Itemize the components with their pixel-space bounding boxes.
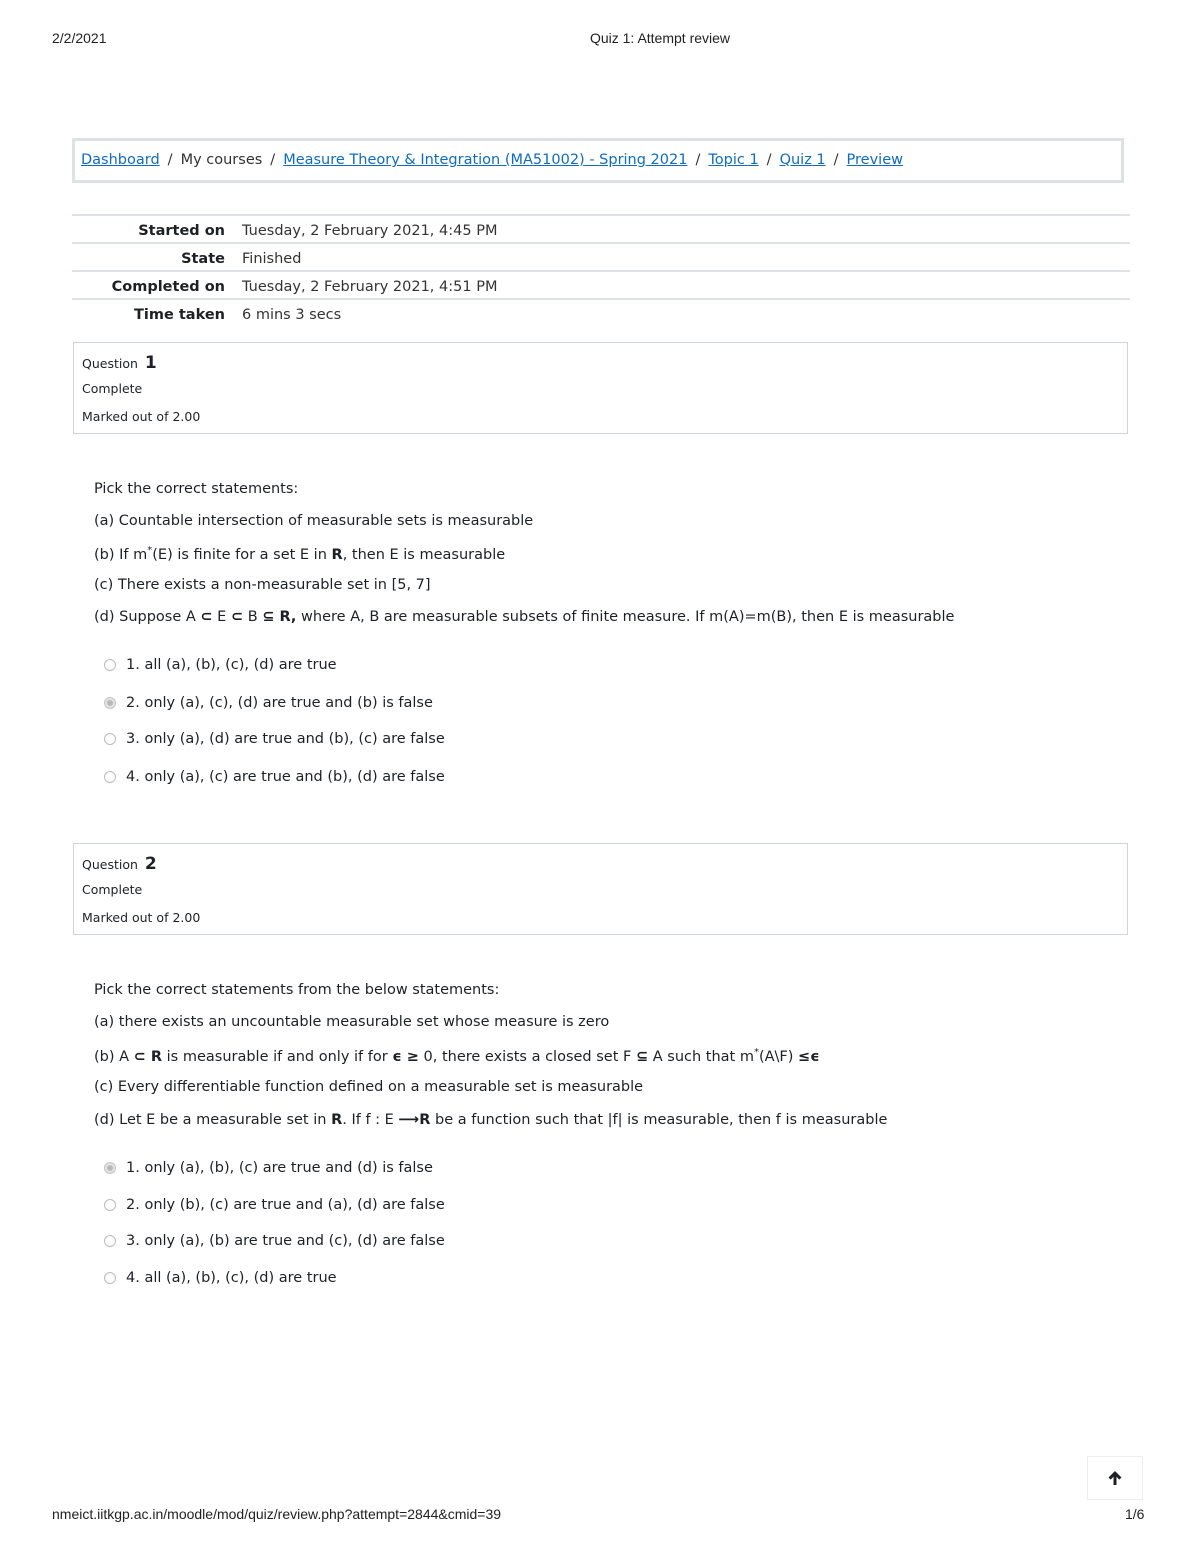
completed-on-label: Completed on <box>111 279 225 295</box>
time-taken-label: Time taken <box>134 307 225 323</box>
radio-button[interactable] <box>104 1272 116 1284</box>
statement-a: (a) Countable intersection of measurable sets is measurable <box>94 513 534 529</box>
summary-row-state <box>72 242 1130 270</box>
question-1-info <box>73 342 1128 434</box>
statement-b-part: (A\F) <box>758 1048 799 1065</box>
breadcrumb-quiz-link[interactable]: Quiz 1 <box>779 152 826 168</box>
statement-d-part: (d) Let E be a measurable set in <box>94 1112 332 1128</box>
question-prompt: Pick the correct statements from the below statements: <box>94 982 500 998</box>
answer-label: 1. only (a), (b), (c) are true and (d) is false <box>126 1160 433 1176</box>
statement-d-part: E <box>212 609 231 625</box>
print-page-number: 1/6 <box>1125 1506 1145 1522</box>
print-date: 2/2/2021 <box>52 30 107 46</box>
answer-option[interactable] <box>104 1197 445 1213</box>
answer-label: 1. all (a), (b), (c), (d) are true <box>126 657 337 673</box>
summary-row-time <box>72 298 1130 326</box>
question-state: Complete <box>82 381 143 396</box>
question-number-value: 1 <box>144 353 157 373</box>
statement-b-part: is measurable if and only if for <box>162 1048 393 1065</box>
answer-label: 3. only (a), (d) are true and (b), (c) are false <box>126 731 445 747</box>
epsilon-symbol: ϵ <box>810 1048 820 1065</box>
started-on-value: Tuesday, 2 February 2021, 4:45 PM <box>242 223 498 239</box>
statement-b-part: (b) A <box>94 1048 134 1065</box>
summary-row-started <box>72 214 1130 242</box>
arrow-up-icon <box>1107 1470 1123 1486</box>
question-number <box>82 854 157 874</box>
state-value: Finished <box>242 251 302 267</box>
statement-b <box>94 545 505 563</box>
radio-button[interactable] <box>104 659 116 671</box>
reals-symbol: R <box>331 546 343 563</box>
reals-symbol: R <box>145 1048 163 1065</box>
subset-symbol: ⊂ <box>230 609 244 625</box>
answer-label: 4. only (a), (c) are true and (b), (d) are false <box>126 769 445 785</box>
statement-b-part: A such that m <box>648 1048 754 1065</box>
question-2-info <box>73 843 1128 935</box>
breadcrumb-my-courses: My courses <box>180 152 263 168</box>
radio-button[interactable] <box>104 1199 116 1211</box>
question-state: Complete <box>82 882 143 897</box>
answer-option[interactable] <box>104 1160 433 1176</box>
question-grade: Marked out of 2.00 <box>82 409 201 424</box>
breadcrumb-separator: / <box>766 152 772 168</box>
reals-symbol: R <box>331 1112 343 1128</box>
superscript-star: * <box>753 1047 759 1058</box>
print-url: nmeict.iitkgp.ac.in/moodle/mod/quiz/review.php?attempt=2844&cmid=39 <box>52 1506 502 1522</box>
superscript-star: * <box>147 545 153 556</box>
statement-b-part: 0, there exists a closed set F <box>418 1048 636 1065</box>
statement-c: (c) There exists a non-measurable set in [5, 7] <box>94 577 431 593</box>
breadcrumb-preview-link[interactable]: Preview <box>846 152 903 168</box>
statement-d-part: where A, B are measurable subsets of finite measure. If m(A)=m(B), then E is measurable <box>296 609 955 625</box>
statement-b-part: (b) If m <box>94 546 148 563</box>
time-taken-value: 6 mins 3 secs <box>242 307 342 323</box>
back-to-top-button[interactable] <box>1087 1456 1143 1500</box>
statement-d-part: . If f : E <box>342 1112 399 1128</box>
subset-symbol: ⊂ <box>133 1048 146 1065</box>
question-grade: Marked out of 2.00 <box>82 910 201 925</box>
attempt-summary-table <box>72 214 1130 326</box>
statement-d <box>94 609 954 625</box>
leq-symbol: ≤ <box>798 1048 811 1065</box>
question-label: Question <box>82 857 138 872</box>
answer-option[interactable] <box>104 1233 445 1249</box>
reals-symbol: R <box>419 1112 431 1128</box>
subset-symbol: ⊂ <box>200 609 213 625</box>
answer-option[interactable] <box>104 769 445 785</box>
radio-button[interactable] <box>104 733 116 745</box>
breadcrumb-dashboard-link[interactable]: Dashboard <box>81 152 160 168</box>
reals-symbol: R, <box>274 609 297 625</box>
answer-option[interactable] <box>104 695 433 711</box>
breadcrumb <box>72 138 1124 183</box>
answer-label: 2. only (b), (c) are true and (a), (d) are false <box>126 1197 445 1213</box>
statement-d-part: (d) Suppose A <box>94 609 201 625</box>
started-on-label: Started on <box>138 223 225 239</box>
statement-b-part: (E) is finite for a set E in <box>152 546 332 563</box>
answer-option[interactable] <box>104 657 337 673</box>
geq-symbol: ≥ <box>401 1048 419 1065</box>
subseteq-symbol: ⊆ <box>635 1048 649 1065</box>
arrow-symbol: ⟶ <box>398 1112 420 1128</box>
summary-row-completed <box>72 270 1130 298</box>
radio-button-selected[interactable] <box>104 1162 116 1174</box>
answer-option[interactable] <box>104 731 445 747</box>
statement-b <box>94 1047 820 1065</box>
statement-a: (a) there exists an uncountable measurable set whose measure is zero <box>94 1014 610 1030</box>
question-label: Question <box>82 356 138 371</box>
breadcrumb-course-link[interactable]: Measure Theory & Integration (MA51002) - Spring 2021 <box>283 152 688 168</box>
question-prompt: Pick the correct statements: <box>94 481 299 497</box>
answer-option[interactable] <box>104 1270 337 1286</box>
statement-d-part: B <box>243 609 263 625</box>
state-label: State <box>181 251 225 267</box>
print-title: Quiz 1: Attempt review <box>589 30 731 46</box>
completed-on-value: Tuesday, 2 February 2021, 4:51 PM <box>242 279 498 295</box>
statement-d-part: be a function such that |f| is measurable, then f is measurable <box>430 1112 888 1128</box>
question-number <box>82 353 157 373</box>
statement-c: (c) Every differentiable function defined on a measurable set is measurable <box>94 1079 644 1095</box>
statement-b-part: , then E is measurable <box>342 546 506 563</box>
radio-button[interactable] <box>104 1235 116 1247</box>
subseteq-symbol: ⊆ <box>262 609 275 625</box>
answer-label: 3. only (a), (b) are true and (c), (d) are false <box>126 1233 445 1249</box>
answer-label: 4. all (a), (b), (c), (d) are true <box>126 1270 337 1286</box>
breadcrumb-separator: / <box>167 152 173 168</box>
radio-button[interactable] <box>104 771 116 783</box>
breadcrumb-separator: / <box>270 152 276 168</box>
breadcrumb-topic-link[interactable]: Topic 1 <box>708 152 759 168</box>
statement-d <box>94 1112 887 1128</box>
question-number-value: 2 <box>144 854 157 874</box>
radio-button-selected[interactable] <box>104 697 116 709</box>
breadcrumb-separator: / <box>833 152 839 168</box>
epsilon-symbol: ϵ <box>392 1048 402 1065</box>
breadcrumb-separator: / <box>695 152 701 168</box>
answer-label: 2. only (a), (c), (d) are true and (b) is false <box>126 695 433 711</box>
